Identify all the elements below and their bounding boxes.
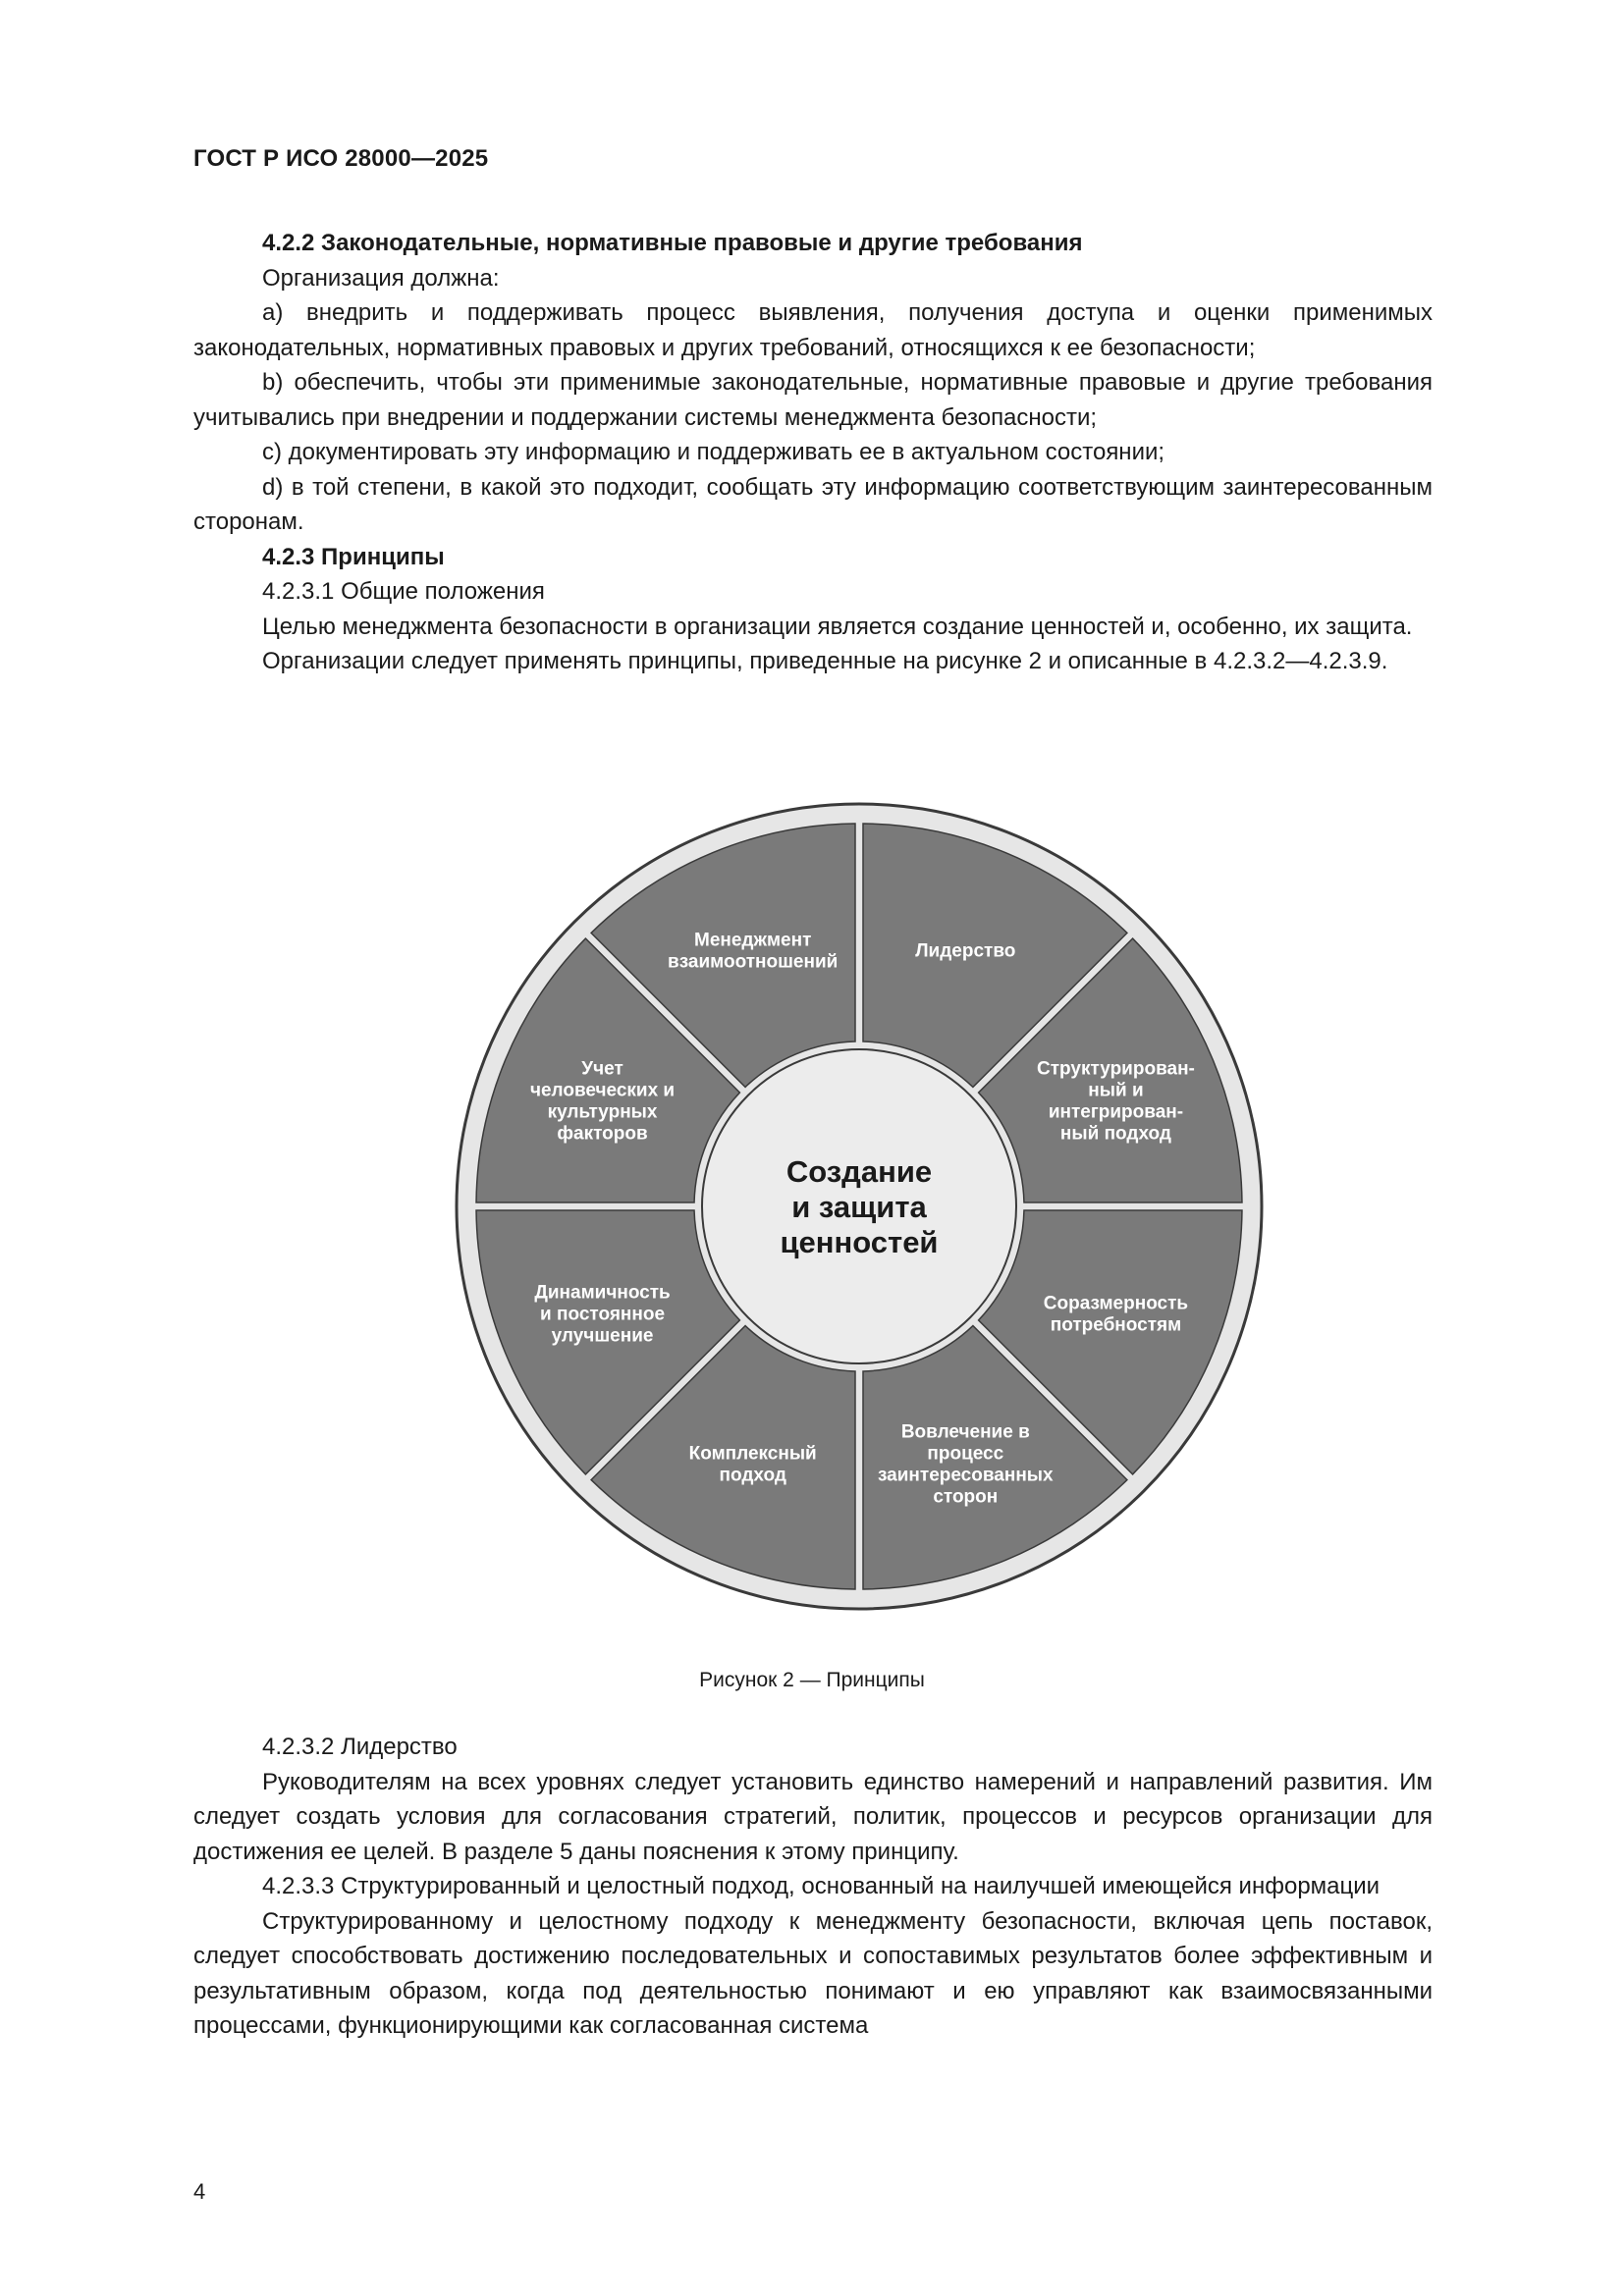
section-4-2-3-1-p1: Целью менеджмента безопасности в организации является создание ценностей и, особенно, их защита. xyxy=(262,613,1413,640)
section-4-2-3-2-p1: Руководителям на всех уровнях следует установить единство намерений и направлений развития. Им следует создать условия для согласования стратегий, политик, процессов и ресурсов организации для достижения ее целей. В разделе 5 даны пояснения к этому принципу. xyxy=(193,1768,1433,1865)
section-4-2-3-1-p2: Организации следует применять принципы, приведенные на рисунке 2 и описанные в 4.2.3.2—4.2.3.9. xyxy=(262,648,1388,674)
document-header: ГОСТ Р ИСО 28000—2025 xyxy=(193,145,489,172)
wheel-segment-label-line: Лидерство xyxy=(915,940,1016,962)
wheel-segment-label-line: и постоянное xyxy=(540,1304,666,1325)
wheel-segment-label-line: культурных xyxy=(547,1101,658,1123)
wheel-segment-label-6 xyxy=(534,1282,670,1346)
wheel-center-label xyxy=(781,1154,939,1259)
page-number: 4 xyxy=(193,2179,206,2204)
wheel-segment-label-line: улучшение xyxy=(551,1325,654,1347)
section-4-2-2-intro: Организация должна: xyxy=(262,264,500,292)
wheel-segment-label-3 xyxy=(1044,1293,1188,1335)
wheel-segment-label-line: заинтересованных xyxy=(877,1465,1054,1486)
item-d: d) в той степени, в какой это подходит, сообщать эту информацию соответствующим заинтересованным сторонам. xyxy=(193,473,1433,535)
item-c: с) документировать эту информацию и поддерживать ее в актуальном состоянии; xyxy=(262,439,1165,465)
item-b: b) обеспечить, чтобы эти применимые законодательные, нормативные правовые и другие требования учитывались при внедрении и поддержании системы менеджмента безопасности; xyxy=(193,369,1433,431)
section-4-2-3-title: 4.2.3 Принципы xyxy=(262,543,445,570)
wheel-segment-label-line: факторов xyxy=(557,1123,648,1145)
wheel-segment-label-1 xyxy=(915,941,1015,962)
section-4-2-3-3-title: 4.2.3.3 Структурированный и целостный подход, основанный на наилучшей имеющейся информации xyxy=(262,1873,1380,1899)
figure-caption: Рисунок 2 — Принципы xyxy=(699,1669,925,1691)
wheel-segment-label-line: потребностям xyxy=(1050,1314,1182,1336)
section-4-2-3-3-p1: Структурированному и целостному подходу к менеджменту безопасности, включая цепь поставок, следует способствовать достижению последовательных и сопоставимых результатов более эффективным и результативным образом, когда под деятельностью понимают и ею управляют как взаимосвязанными процессами, функционирующими как согласованная система xyxy=(193,1907,1433,2039)
wheel-segment-label-line: Комплексный xyxy=(688,1443,817,1465)
wheel-segment-label-line: ный и xyxy=(1088,1080,1144,1101)
wheel-center-label-line: ценностей xyxy=(780,1225,939,1259)
wheel-segment-label-line: Соразмерность xyxy=(1043,1293,1189,1314)
wheel-center-label-line: Создание xyxy=(785,1154,933,1189)
text-block-bottom xyxy=(193,1730,1433,2044)
principles-figure xyxy=(452,799,1267,1614)
wheel-segment-label-line: подход xyxy=(719,1465,786,1486)
wheel-segment-label-line: ный подход xyxy=(1059,1123,1171,1145)
wheel-segment-label-line: Динамичность xyxy=(534,1282,671,1304)
wheel-segment-label-line: процесс xyxy=(927,1443,1004,1465)
wheel-segment-label-line: взаимоотношений xyxy=(668,951,839,973)
wheel-center-label-line: и защита xyxy=(791,1190,927,1224)
text-block-top xyxy=(193,226,1433,679)
wheel-segment-label-line: Вовлечение в xyxy=(900,1421,1030,1443)
wheel-segment-label-line: Учет xyxy=(581,1058,623,1080)
wheel-segment-label-line: Структурирован- xyxy=(1037,1058,1195,1080)
wheel-segment-label-line: сторон xyxy=(933,1486,999,1508)
wheel-segment-label-line: Менеджмент xyxy=(694,930,812,951)
wheel-segment-label-line: человеческих и xyxy=(529,1080,676,1101)
wheel-segment-label-2 xyxy=(1037,1059,1195,1145)
section-4-2-3-1-title: 4.2.3.1 Общие положения xyxy=(262,578,545,605)
wheel-segment-label-line: интегрирован- xyxy=(1048,1101,1184,1123)
item-a: а) внедрить и поддерживать процесс выявления, получения доступа и оценки применимых законодательных, нормативных правовых и других требований, относящихся к ее безопасности; xyxy=(193,299,1433,361)
section-4-2-3-2-title: 4.2.3.2 Лидерство xyxy=(262,1734,458,1760)
principles-wheel xyxy=(452,799,1267,1614)
section-4-2-2-title: 4.2.2 Законодательные, нормативные правовые и другие требования xyxy=(262,230,1083,256)
